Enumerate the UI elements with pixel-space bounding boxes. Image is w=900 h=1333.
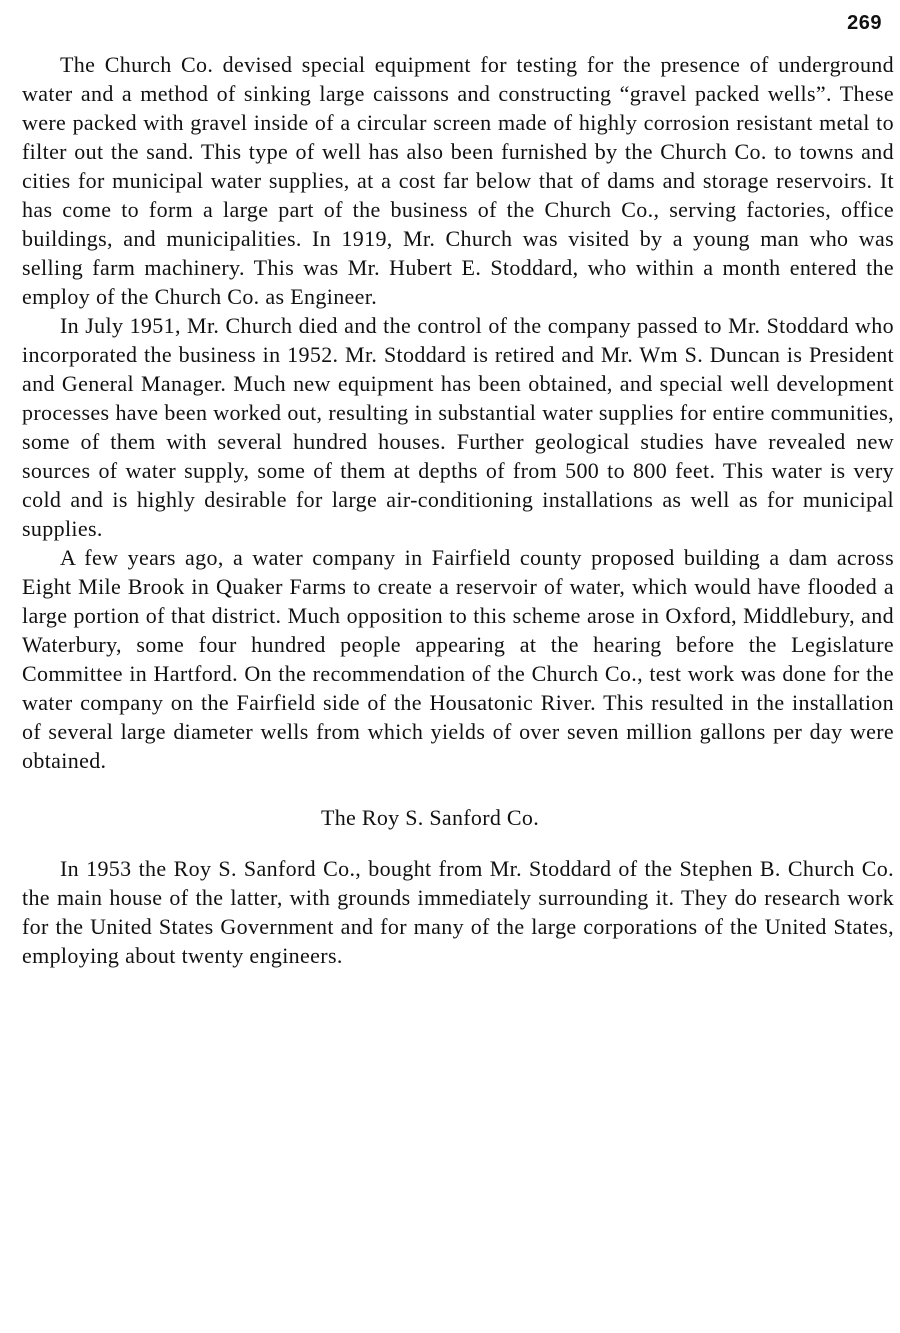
paragraph-stoddard-incorporation: In July 1951, Mr. Church died and the control of the company passed to Mr. Stoddard who incorporated the business in 1952. Mr. Stoddard is retired and Mr. Wm S. Duncan is President and General Manager. Much new equipment has been obtained, and special well development processes have been worked out, resulting in substantial water supplies for entire communities, some of them with several hundred houses. Further geological studies have revealed new sources of water supply, some of them at depths of from 500 to 800 feet. This water is very cold and is highly desirable for large air-conditioning installations as well as for municipal supplies. [22, 313, 894, 541]
page-number: 269 [847, 12, 882, 34]
paragraph-fairfield-wells: A few years ago, a water company in Fairfield county proposed building a dam across Eight Mile Brook in Quaker Farms to create a reservoir of water, which would have flooded a large portion of that district. Much opposition to this scheme arose in Oxford, Middlebury, and Waterbury, some four hundred people appearing at the hearing before the Legislature Committee in Hartford. On the recommendation of the Church Co., test work was done for the water company on the Fairfield side of the Housatonic River. This resulted in the installation of several large diameter wells from which yields of over seven million gallons per day were obtained. [22, 545, 894, 773]
paragraph-church-equipment: The Church Co. devised special equipment for testing for the presence of underground water and a method of sinking large caissons and constructing “gravel packed wells”. These were packed with gravel inside of a circular screen made of highly corrosion resistant metal to filter out the sand. This type of well has also been furnished by the Church Co. to towns and cities for municipal water supplies, at a cost far below that of dams and storage reservoirs. It has come to form a large part of the business of the Church Co., serving factories, office buildings, and municipalities. In 1919, Mr. Church was visited by a young man who was selling farm machinery. This was Mr. Hubert E. Stoddard, who within a month entered the employ of the Church Co. as Engineer. [22, 52, 894, 309]
page-body [22, 50, 894, 970]
paragraph-sanford-company: In 1953 the Roy S. Sanford Co., bought from Mr. Stoddard of the Stephen B. Church Co. the main house of the latter, with grounds immediately surrounding it. They do research work for the United States Government and for many of the large corporations of the United States, employing about twenty engineers. [22, 856, 894, 968]
section-heading: The Roy S. Sanford Co. [320, 805, 540, 830]
